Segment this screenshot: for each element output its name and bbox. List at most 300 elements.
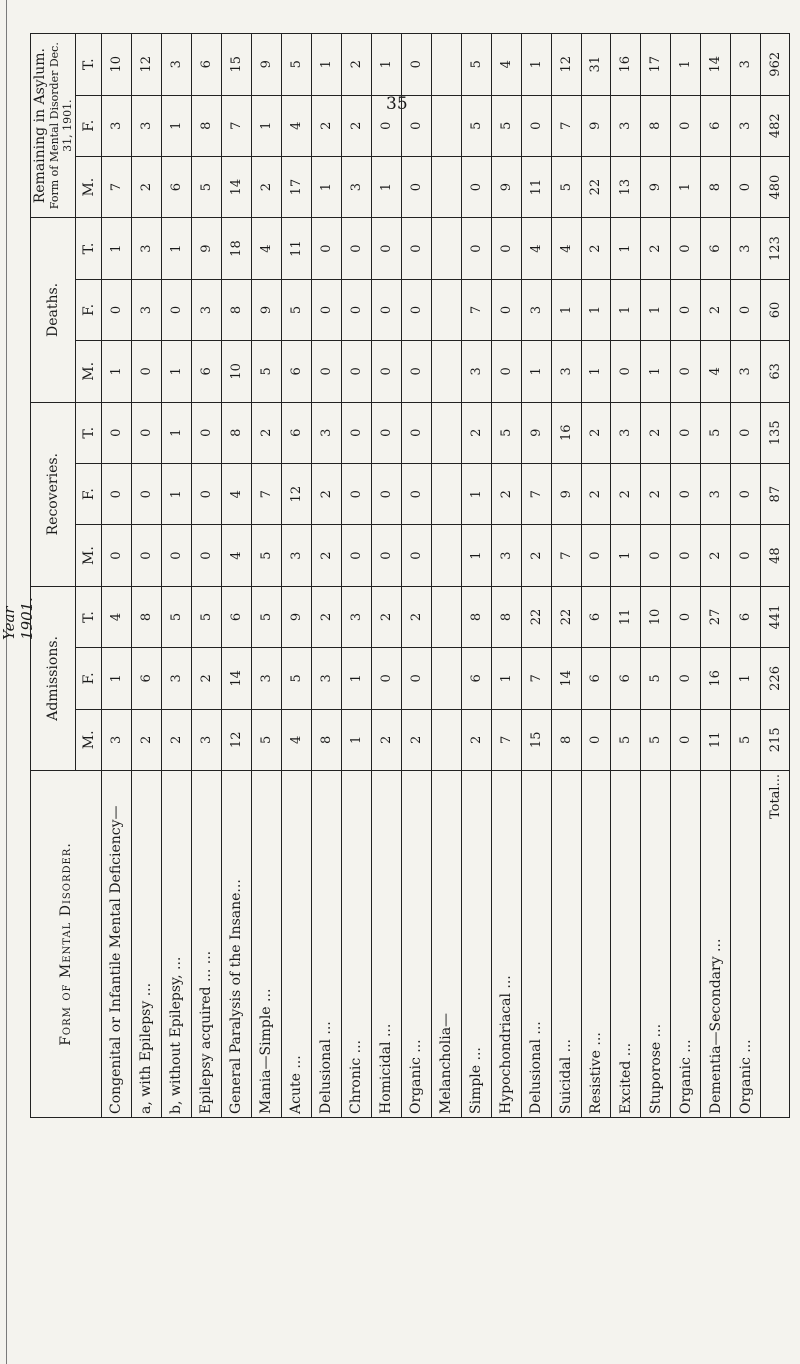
total-cell: 226 [761,648,790,709]
row-label: Hypochondriacal ... [491,771,521,1118]
table-cell: 8 [551,709,581,770]
table-cell: 15 [521,709,551,770]
row-label: Delusional ... [311,771,341,1118]
table-cell: 9 [281,586,311,647]
table-cell: 6 [731,586,761,647]
table-cell: 2 [191,648,221,709]
sub-header-cell: M. [76,709,102,770]
table-cell: 0 [311,279,341,340]
table-cell: 1 [102,341,132,402]
table-row [161,34,191,1118]
table-cell: 0 [311,218,341,279]
table-cell: 8 [131,586,161,647]
page-margin-line [6,0,7,1364]
sub-header-cell: T. [76,218,102,279]
row-label: Resistive ... [581,771,611,1118]
table-cell: 2 [311,463,341,524]
table-cell: 0 [581,525,611,586]
table-cell: 0 [671,525,701,586]
table-cell: 0 [671,463,701,524]
table-row [401,34,431,1118]
table-cell: 2 [311,586,341,647]
row-label: Stuporose ... [641,771,671,1118]
table-row [311,34,341,1118]
table-cell: 5 [461,95,491,156]
table-cell: 0 [491,341,521,402]
table-cell: 7 [551,525,581,586]
table-cell: 11 [611,586,641,647]
table-cell: 0 [731,463,761,524]
table-cell: 12 [131,34,161,96]
table-cell: 1 [161,95,191,156]
table-cell: 0 [102,402,132,463]
header-deaths: Deaths. [31,218,76,402]
row-label: Simple ... [461,771,491,1118]
table-cell: 5 [731,709,761,770]
table-cell: 3 [731,34,761,96]
table-row [641,34,671,1118]
table-cell: 1 [521,341,551,402]
table-cell: 6 [611,648,641,709]
total-cell: 441 [761,586,790,647]
table-cell: 31 [581,34,611,96]
total-cell: 60 [761,279,790,340]
table-cell: 2 [641,463,671,524]
table-cell: 4 [221,463,251,524]
row-label: Organic ... [401,771,431,1118]
table-cell: 5 [461,34,491,96]
table-cell: 1 [551,279,581,340]
table-cell: 0 [131,525,161,586]
table-cell: 22 [581,156,611,217]
table-cell: 2 [461,709,491,770]
table-cell: 3 [311,402,341,463]
table-cell: 3 [131,218,161,279]
table-cell [431,341,461,402]
table-cell: 6 [161,156,191,217]
table-cell: 1 [521,34,551,96]
total-cell: 962 [761,34,790,96]
table-cell: 6 [191,34,221,96]
sub-header-cell: F. [76,279,102,340]
table-cell: 0 [401,218,431,279]
table-cell: 14 [221,156,251,217]
table-cell: 0 [401,95,431,156]
table-cell: 0 [311,341,341,402]
table-cell: 11 [701,709,731,770]
table-cell: 0 [731,402,761,463]
table-cell: 7 [461,279,491,340]
table-row [431,34,461,1118]
table-cell: 22 [551,586,581,647]
table-cell: 3 [311,648,341,709]
table-cell: 0 [491,279,521,340]
table-cell: 5 [491,402,521,463]
table-cell [431,402,461,463]
table-cell: 5 [641,709,671,770]
sub-header-cell: M. [76,341,102,402]
table-cell: 7 [251,463,281,524]
table-cell: 8 [311,709,341,770]
table-cell: 18 [221,218,251,279]
table-cell: 8 [491,586,521,647]
table-cell: 2 [341,95,371,156]
table-cell: 0 [371,218,401,279]
total-cell: 215 [761,709,790,770]
sub-header-cell: F. [76,95,102,156]
table-cell: 6 [701,218,731,279]
total-cell: 480 [761,156,790,217]
table-cell: 9 [251,279,281,340]
table-cell: 0 [401,34,431,96]
table-row [521,34,551,1118]
table-cell: 3 [161,34,191,96]
sub-header-cell: M. [76,156,102,217]
table-cell: 1 [491,648,521,709]
table-row [341,34,371,1118]
table-cell: 0 [401,341,431,402]
total-cell: 87 [761,463,790,524]
table-cell: 14 [551,648,581,709]
table-cell: 1 [461,525,491,586]
table-row [131,34,161,1118]
table-cell: 0 [731,156,761,217]
table-cell: 0 [341,341,371,402]
table-cell: 0 [461,218,491,279]
table-cell: 7 [551,95,581,156]
table-cell: 1 [671,34,701,96]
table-cell: 1 [341,648,371,709]
table-cell: 16 [611,34,641,96]
row-label: a, with Epilepsy ... [131,771,161,1118]
table-cell: 9 [641,156,671,217]
table-cell: 14 [221,648,251,709]
table-cell: 1 [581,341,611,402]
table-cell: 3 [701,463,731,524]
sub-header-cell: T. [76,34,102,96]
table-cell: 4 [551,218,581,279]
row-label: Acute ... [281,771,311,1118]
table-cell: 0 [641,525,671,586]
table-cell: 1 [102,648,132,709]
table-cell: 3 [731,95,761,156]
table-cell: 1 [311,34,341,96]
table-cell: 0 [401,463,431,524]
table-cell: 4 [281,709,311,770]
table-cell [431,648,461,709]
total-cell: 135 [761,402,790,463]
table-cell: 1 [161,463,191,524]
table-cell: 5 [641,648,671,709]
row-label: Homicidal ... [371,771,401,1118]
table-cell: 4 [102,586,132,647]
table-cell [431,279,461,340]
table-cell: 2 [131,156,161,217]
table-cell: 8 [461,586,491,647]
table-cell: 0 [671,586,701,647]
table-cell: 4 [521,218,551,279]
total-cell: 123 [761,218,790,279]
table-cell: 6 [191,341,221,402]
table-cell: 0 [401,279,431,340]
table-cell: 3 [102,709,132,770]
sub-header-cell: M. [76,525,102,586]
table-cell: 8 [701,156,731,217]
table-cell: 3 [491,525,521,586]
table-cell: 0 [671,402,701,463]
table-row [701,34,731,1118]
total-row [761,34,790,1118]
table-cell: 0 [731,279,761,340]
table-cell: 3 [131,279,161,340]
table-cell: 3 [731,341,761,402]
table-row [102,34,132,1118]
table-cell: 2 [401,709,431,770]
table-cell: 10 [221,341,251,402]
table-cell: 5 [701,402,731,463]
table-row [281,34,311,1118]
table-cell: 2 [161,709,191,770]
header-recoveries: Recoveries. [31,402,76,586]
table-cell: 0 [671,95,701,156]
table-cell: 3 [281,525,311,586]
table-cell: 1 [731,648,761,709]
table-cell: 2 [581,218,611,279]
table-cell: 1 [161,341,191,402]
table-cell: 11 [521,156,551,217]
table-cell: 0 [371,95,401,156]
table-cell: 0 [401,648,431,709]
table-cell: 2 [701,279,731,340]
table-cell: 5 [251,525,281,586]
table-cell: 0 [341,218,371,279]
table-row [611,34,641,1118]
table-cell: 5 [251,709,281,770]
table-row [671,34,701,1118]
table-cell: 5 [191,586,221,647]
table-cell: 3 [251,648,281,709]
table-cell: 0 [371,648,401,709]
table-cell: 2 [581,463,611,524]
table-row [221,34,251,1118]
table-cell: 1 [311,156,341,217]
table-cell: 0 [371,279,401,340]
table-cell: 11 [281,218,311,279]
table-cell: 3 [102,95,132,156]
table-cell: 1 [371,34,401,96]
table-cell: 0 [731,525,761,586]
table-cell: 6 [221,586,251,647]
table-cell: 2 [701,525,731,586]
table-cell: 3 [191,709,221,770]
table-cell: 1 [161,402,191,463]
table-cell: 13 [611,156,641,217]
table-cell: 2 [581,402,611,463]
table-cell: 6 [281,341,311,402]
table-cell: 4 [491,34,521,96]
table-cell: 8 [221,402,251,463]
margin-running-title: Year 1901. [0,597,36,640]
table-cell: 6 [701,95,731,156]
table-cell: 4 [701,341,731,402]
table-cell: 2 [311,525,341,586]
table-cell: 1 [671,156,701,217]
table-cell: 4 [221,525,251,586]
table-cell [431,525,461,586]
total-cell: 63 [761,341,790,402]
table-cell: 3 [131,95,161,156]
table-cell: 5 [161,586,191,647]
table-cell: 8 [641,95,671,156]
header-remaining-subtitle: Form of Mental Disorder Dec. 31, 1901. [48,42,74,210]
table-cell: 0 [191,402,221,463]
table-cell: 5 [281,34,311,96]
table-cell: 1 [611,525,641,586]
table-cell: 16 [701,648,731,709]
table-cell: 1 [102,218,132,279]
table-cell: 15 [221,34,251,96]
table-cell: 3 [341,586,371,647]
table-cell: 5 [281,279,311,340]
table-cell: 2 [311,95,341,156]
table-cell: 0 [341,525,371,586]
table-cell: 1 [371,156,401,217]
table-cell [431,218,461,279]
table-cell: 16 [551,402,581,463]
statistics-table-rotated [30,33,790,1118]
row-label: General Paralysis of the Insane... [221,771,251,1118]
table-cell: 7 [221,95,251,156]
table-cell: 5 [281,648,311,709]
table-cell: 0 [671,648,701,709]
table-cell: 5 [191,156,221,217]
header-form-of-disorder: Form of Mental Disorder. [31,771,102,1118]
table-row [191,34,221,1118]
table-cell: 3 [551,341,581,402]
table-cell: 7 [102,156,132,217]
row-label: Congenital or Infantile Mental Deficiency— [102,771,132,1118]
row-label: Dementia—Secondary ... [701,771,731,1118]
row-label: Organic ... [731,771,761,1118]
table-cell: 2 [251,156,281,217]
total-cell: 48 [761,525,790,586]
table-row [251,34,281,1118]
table-cell: 0 [102,463,132,524]
table-cell [431,95,461,156]
row-label: Epilepsy acquired ... ... [191,771,221,1118]
table-cell: 0 [401,402,431,463]
table-cell [431,463,461,524]
table-cell: 0 [102,279,132,340]
table-row [461,34,491,1118]
sub-header-cell: T. [76,586,102,647]
table-cell: 8 [221,279,251,340]
table-row [371,34,401,1118]
table-cell: 5 [611,709,641,770]
row-label: Mania—Simple ... [251,771,281,1118]
table-cell: 3 [611,95,641,156]
table-cell: 3 [611,402,641,463]
row-label: b, without Epilepsy, ... [161,771,191,1118]
sub-header-cell: F. [76,648,102,709]
table-cell [431,709,461,770]
table-cell: 0 [371,402,401,463]
table-cell: 0 [191,463,221,524]
table-cell: 2 [371,586,401,647]
table-cell: 0 [161,279,191,340]
table-cell: 1 [641,279,671,340]
table-cell: 4 [281,95,311,156]
table-cell: 7 [521,648,551,709]
page-number: 35 [386,94,408,114]
table-cell: 1 [341,709,371,770]
table-cell: 0 [611,341,641,402]
table-cell [431,34,461,96]
table-cell: 1 [461,463,491,524]
table-cell: 0 [131,463,161,524]
table-cell: 3 [341,156,371,217]
table-cell: 14 [701,34,731,96]
table-cell: 8 [191,95,221,156]
row-label: Chronic ... [341,771,371,1118]
table-cell: 0 [341,402,371,463]
table-cell: 27 [701,586,731,647]
table-cell: 0 [341,463,371,524]
row-label: Organic ... [671,771,701,1118]
table-cell: 5 [251,341,281,402]
table-cell: 3 [461,341,491,402]
table-cell: 12 [221,709,251,770]
table-cell: 2 [611,463,641,524]
row-label: Delusional ... [521,771,551,1118]
table-cell: 3 [521,279,551,340]
table-cell: 0 [371,525,401,586]
table-cell: 0 [581,709,611,770]
table-cell: 9 [251,34,281,96]
table-cell: 10 [641,586,671,647]
table-cell: 0 [671,218,701,279]
table-cell: 0 [161,525,191,586]
table-cell: 1 [611,218,641,279]
table-cell: 12 [551,34,581,96]
row-label: Suicidal ... [551,771,581,1118]
table-cell: 6 [131,648,161,709]
table-cell: 5 [491,95,521,156]
table-cell: 0 [671,279,701,340]
table-cell: 9 [491,156,521,217]
table-cell: 0 [461,156,491,217]
table-cell: 1 [641,341,671,402]
table-cell: 0 [341,279,371,340]
row-label: Excited ... [611,771,641,1118]
table-cell: 1 [581,279,611,340]
table-row [731,34,761,1118]
table-cell: 2 [131,709,161,770]
table-cell: 0 [521,95,551,156]
table-cell: 1 [161,218,191,279]
table-cell: 0 [671,709,701,770]
header-admissions: Admissions. [31,586,76,770]
table-cell: 2 [461,402,491,463]
table-cell: 22 [521,586,551,647]
table-cell: 3 [191,279,221,340]
table-cell [431,156,461,217]
table-cell: 0 [131,402,161,463]
table-cell: 2 [341,34,371,96]
row-label: Melancholia— [431,771,461,1118]
table-row [491,34,521,1118]
table-cell: 2 [641,402,671,463]
